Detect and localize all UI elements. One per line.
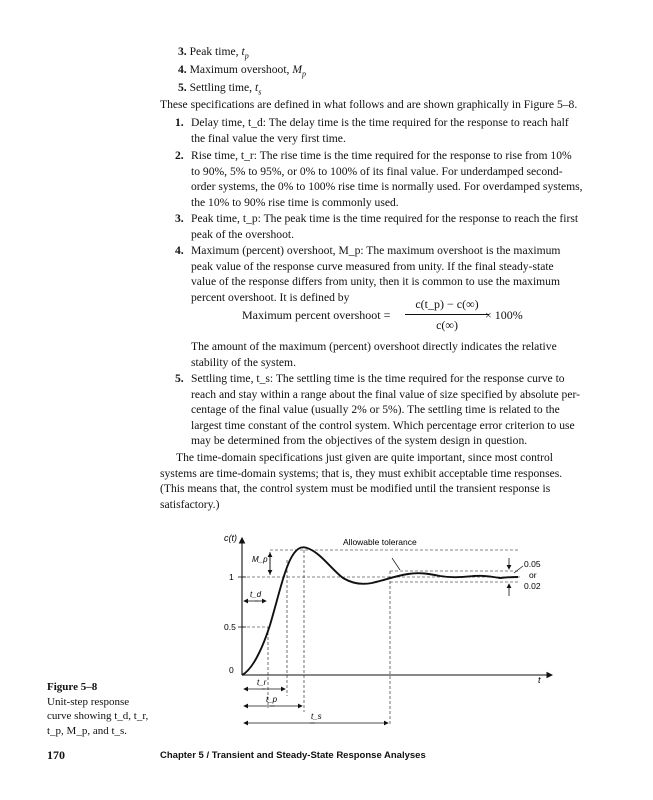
- y-tick-0-5: 0.5: [224, 622, 236, 632]
- def-1-delay-time: Delay time, t_d: The delay time is the time required for the response to reach half the final value the very first time.: [191, 116, 569, 145]
- figure-caption-line-2: curve showing t_d, t_r,: [47, 710, 149, 722]
- y-tick-1: 1: [229, 572, 234, 582]
- def-5-settling-time: Settling time, t_s: The settling time is the time required for the response curve to reach and stay within a range about the final value of size specified by absolute per- centage of the final value (usually 2% or 5%). The settling time is related to the largest time constant of the control system. Which percentage error criterion to use may be determined from the objectives of the system design in question.: [191, 372, 580, 447]
- tr-label: t_r: [257, 678, 267, 687]
- def-4-number: 4.: [175, 244, 184, 257]
- list-item-peak-time: 3. Peak time, $t_p$: [178, 45, 249, 61]
- equation-rhs: × 100%: [485, 308, 523, 322]
- y-axis-label: c(t): [224, 533, 237, 543]
- tolerance-label: Allowable tolerance: [343, 537, 417, 547]
- closing-paragraph: The time-domain specifications just given are quite important, since most control systems are time-domain systems; that is, they must exhibit acceptable time responses. (This means that, the control system must be modified until the transient response is satisfactory.): [160, 451, 563, 511]
- equation-lhs: Maximum percent overshoot =: [242, 308, 391, 322]
- def-1-number: 1.: [175, 116, 184, 129]
- def-3-number: 3.: [175, 212, 184, 225]
- x-axis-label: t: [538, 675, 541, 685]
- running-footer: Chapter 5 / Transient and Steady-State Response Analyses: [160, 750, 426, 761]
- def-3-peak-time: Peak time, t_p: The peak time is the time required for the response to reach the first peak of the overshoot.: [191, 212, 579, 241]
- tolerance-value-0-05: 0.05: [524, 559, 541, 569]
- def-4-max-overshoot: Maximum (percent) overshoot, M_p: The maximum overshoot is the maximum peak value of the response curve measured from unity. If the final steady-state value of the response differs from unity, then it is common to use the maximum percent overshoot. It is defined by: [191, 244, 561, 304]
- def-5-number: 5.: [175, 372, 184, 385]
- overshoot-note: The amount of the maximum (percent) overshoot directly indicates the relative stability of the system.: [191, 340, 557, 369]
- y-tick-0: 0: [229, 665, 234, 675]
- def-2-rise-time: Rise time, t_r: The rise time is the time required for the response to rise from 10% to 90%, 5% to 95%, or 0% to 100% of its final value. For underdamped second- order systems, the 0% to 100% rise time is normally used. For overdamped systems, the 10% to 90% rise time is commonly used.: [191, 149, 583, 209]
- tolerance-value-0-02: 0.02: [524, 581, 541, 591]
- tolerance-value-or: or: [529, 570, 537, 580]
- mp-label: M_p: [252, 555, 268, 564]
- list-item-max-overshoot: 4. Maximum overshoot, $M_p$: [178, 63, 307, 79]
- intro-sentence: These specifications are defined in what follows and are shown graphically in Figure 5–8.: [160, 98, 578, 111]
- figure-caption: [47, 680, 157, 738]
- page-number: 170: [47, 748, 65, 762]
- equation-numerator: c(t_p) − c(∞): [415, 297, 479, 311]
- list-item-settling-time: 5. Settling time, $t_s$: [178, 81, 262, 97]
- figure-caption-line-3: t_p, M_p, and t_s.: [47, 724, 128, 737]
- figure-caption-title: Figure 5–8: [47, 681, 98, 693]
- equation-denominator: c(∞): [436, 318, 458, 332]
- def-2-number: 2.: [175, 149, 184, 162]
- tp-label: t_p: [266, 695, 278, 704]
- ts-label: t_s: [311, 712, 322, 721]
- figure-caption-line-1: Unit-step response: [47, 695, 130, 708]
- response-curve: [242, 547, 518, 675]
- td-label: t_d: [250, 590, 262, 599]
